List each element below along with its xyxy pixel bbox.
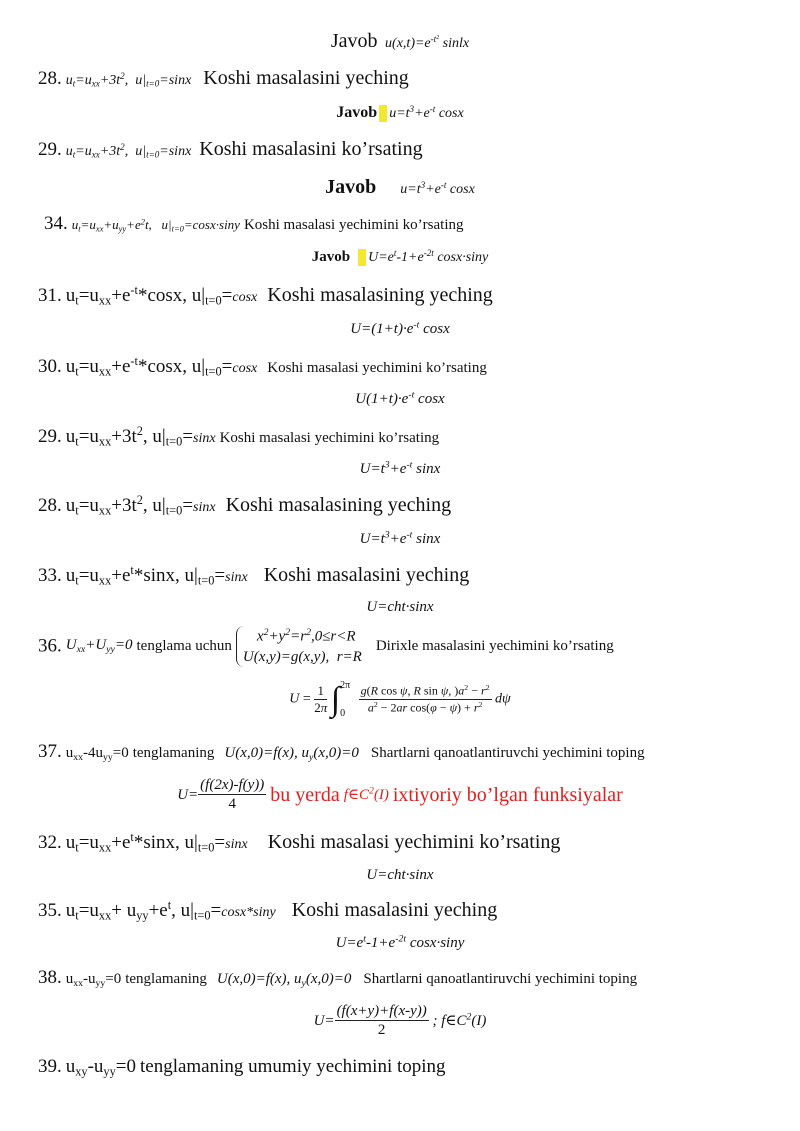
problem-equation: $u_t=u_{xx}+e^{-t}*\cos x$, $u|_{t=0}=\cos x$ xyxy=(65,283,258,308)
answer-line xyxy=(0,460,800,479)
problem-equation: $u_t=u_{xx}+e^t*\sin x$, $u|_{t=0}=\sin x$ xyxy=(65,830,248,855)
problem-task: Shartlarni qanoatlantiruvchi yechimini toping xyxy=(363,971,638,987)
problem-condition: U(x,0)=f(x), $u_y(x,0)=0$ xyxy=(216,971,352,989)
condition-system xyxy=(236,626,362,667)
problem-task: tenglamaning umumiy yechimini toping xyxy=(139,1056,446,1077)
answer-line xyxy=(0,680,800,719)
problem-task: Koshi masalasini yeching xyxy=(263,563,470,586)
answer-line xyxy=(0,530,800,549)
problem-mid-text: tenglama uchun xyxy=(136,637,232,654)
problem-condition: U(x,0)=f(x), $u_y(x,0)=0$ xyxy=(224,745,359,763)
problem-30 xyxy=(38,354,487,379)
answer-line xyxy=(0,934,800,953)
problem-equation: $u_t=u_{xx}+u_{yy}+e^2t$, $u|_{t=0}=\cos x\cdot\sin y$ xyxy=(71,216,240,234)
answer-line xyxy=(0,104,800,122)
answer-line xyxy=(0,866,800,884)
condition-2: U(x,y)=g(x,y), r=R xyxy=(242,648,362,665)
answer-line xyxy=(0,598,800,616)
answer-formula: $u(x,t)=e^{-t^2}$ sinlx xyxy=(381,34,470,51)
problem-equation: $u_t=u_{xx}+e^{-t}*\cos x$, $u|_{t=0}=\cos x$ xyxy=(65,354,258,379)
problem-number: 33. xyxy=(38,564,62,586)
problem-number: 38. xyxy=(38,967,62,988)
answer-line xyxy=(0,176,800,199)
answer-formula: $u=t^3+e^{-t}$ cosx xyxy=(400,180,475,197)
problem-28b xyxy=(38,493,451,518)
problem-equation: $u_{xx}-4u_{yy}=0$ xyxy=(65,745,129,763)
problem-number: 29. xyxy=(38,139,62,160)
problem-equation: $u_{xx}-u_{yy}=0$ xyxy=(65,971,122,989)
problem-task: Koshi masalasining yeching xyxy=(225,493,452,516)
problem-39 xyxy=(38,1056,446,1079)
problem-31 xyxy=(38,283,493,308)
answer-line xyxy=(0,390,800,409)
answer-line xyxy=(0,320,800,339)
problem-number: 39. xyxy=(38,1056,62,1077)
answer-formula: U = $\frac{1}{2\pi}$ ∫$^{2\pi}$0 $\frac{g(R \cos \psi, R \sin \psi, )a^2 - r^2}{a^2 - 2ar \cos(\varphi - \psi) + r^2}$ dψ xyxy=(289,680,511,719)
answer-label: Javob xyxy=(336,104,378,121)
problem-task: Dirixle masalasini yechimini ko’rsating xyxy=(375,637,614,654)
answer-formula: $U=e^t-1+e^{-2t}$ cosx·siny xyxy=(368,248,489,265)
problem-equation: $u_{xy}-u_{yy}=0$ xyxy=(65,1056,136,1079)
problem-task: Koshi masalasini yeching xyxy=(203,67,409,89)
answer-formula: $U=t^3+e^{-t}$ sinx xyxy=(359,530,441,548)
problem-28a xyxy=(38,67,409,90)
answer-formula: $U(1+t)\cdot e^{-t}$ cosx xyxy=(355,390,445,408)
problem-task: Koshi masalasi yechimini ko’rsating xyxy=(219,429,440,446)
problem-task: Koshi masalasini yeching xyxy=(291,898,498,921)
answer-formula: $U=e^t-1+e^{-2t}$ cosx·siny xyxy=(335,934,465,952)
problem-number: 36. xyxy=(38,635,62,657)
problem-29a xyxy=(38,138,423,161)
problem-number: 37. xyxy=(38,741,62,762)
note-formula: $f\in C^2(I)$ xyxy=(343,785,389,804)
highlight-mark xyxy=(379,105,387,122)
answer-formula: $U=(1+t)\cdot e^{-t}$ cosx xyxy=(350,320,450,338)
answer-line xyxy=(0,1003,800,1040)
answer-formula: U=cht·sinx xyxy=(366,867,434,883)
condition-1: $x^2+y^2=r^2,0\le r<R$ xyxy=(256,627,356,645)
answer-formula: U= $\frac{(f(2x)-f(y))}{4}$ xyxy=(177,777,265,813)
problem-mid-text: tenglamaning xyxy=(125,971,207,987)
problem-38 xyxy=(38,967,637,989)
problem-number: 31. xyxy=(38,284,62,306)
problem-task: Koshi masalasi yechimini ko’rsating xyxy=(243,217,464,233)
problem-number: 34. xyxy=(44,213,68,234)
problem-number: 32. xyxy=(38,831,62,853)
answer-formula: U= $\frac{(f(x+y)+f(x-y))}{2}$ ; $f\in C^2(I)$ xyxy=(313,1003,487,1039)
answer-formula: $u=t^3+e^{-t}$ cosx xyxy=(389,104,464,121)
problem-task: Shartlarni qanoatlantiruvchi yechimini toping xyxy=(370,745,645,761)
answer-formula: $U=t^3+e^{-t}$ sinx xyxy=(359,460,441,478)
problem-29b xyxy=(38,424,439,449)
problem-number: 28. xyxy=(38,68,62,89)
problem-task: Koshi masalasini ko’rsating xyxy=(199,138,423,160)
answer-label: Javob xyxy=(325,176,377,198)
problem-equation: $u_t=u_{xx}+3t^2$, $u|_{t=0}=\sin x$ xyxy=(65,424,216,449)
problem-equation: $u_t=u_{xx}+e^t*\sin x$, $u|_{t=0}=\sin x$ xyxy=(65,563,248,588)
answer-formula: U=cht·sinx xyxy=(366,599,434,615)
problem-number: 28. xyxy=(38,494,62,516)
problem-33 xyxy=(38,563,469,588)
answer-line xyxy=(0,248,800,266)
problem-equation: $u_t=u_{xx}+ u_{yy}+e^t$, $u|_{t=0}=\cos x*\sin y$ xyxy=(65,898,276,923)
problem-equation: $U_{xx}+U_{yy}=0$ xyxy=(65,637,133,656)
problem-37 xyxy=(38,741,645,763)
problem-34 xyxy=(44,213,464,235)
problem-number: 35. xyxy=(38,899,62,921)
problem-task: Koshi masalasi yechimini ko’rsating xyxy=(267,359,487,376)
problem-number: 30. xyxy=(38,355,62,377)
problem-35 xyxy=(38,898,497,923)
problem-task: Koshi masalasi yechimini ko’rsating xyxy=(267,830,561,853)
problem-number: 29. xyxy=(38,425,62,447)
note-text: ixtiyoriy bo’lgan funksiyalar xyxy=(392,783,623,806)
answer-line xyxy=(0,30,800,53)
note-text: bu yerda xyxy=(270,783,340,806)
problem-equation: $u_t=u_{xx}+3t^2$, $u|_{t=0}=\sin x$ xyxy=(65,71,192,89)
answer-label: Javob xyxy=(311,249,351,265)
problem-equation: $u_t=u_{xx}+3t^2$, $u|_{t=0}=\sin x$ xyxy=(65,493,216,518)
problem-equation: $u_t=u_{xx}+3t^2$, $u|_{t=0}=\sin x$ xyxy=(65,142,192,160)
problem-32 xyxy=(38,830,560,855)
problem-mid-text: tenglamaning xyxy=(132,745,215,761)
problem-task: Koshi masalasining yeching xyxy=(267,283,493,306)
highlight-mark xyxy=(358,249,366,266)
answer-label: Javob xyxy=(330,30,378,52)
problem-36 xyxy=(38,626,614,672)
answer-line xyxy=(0,777,800,814)
